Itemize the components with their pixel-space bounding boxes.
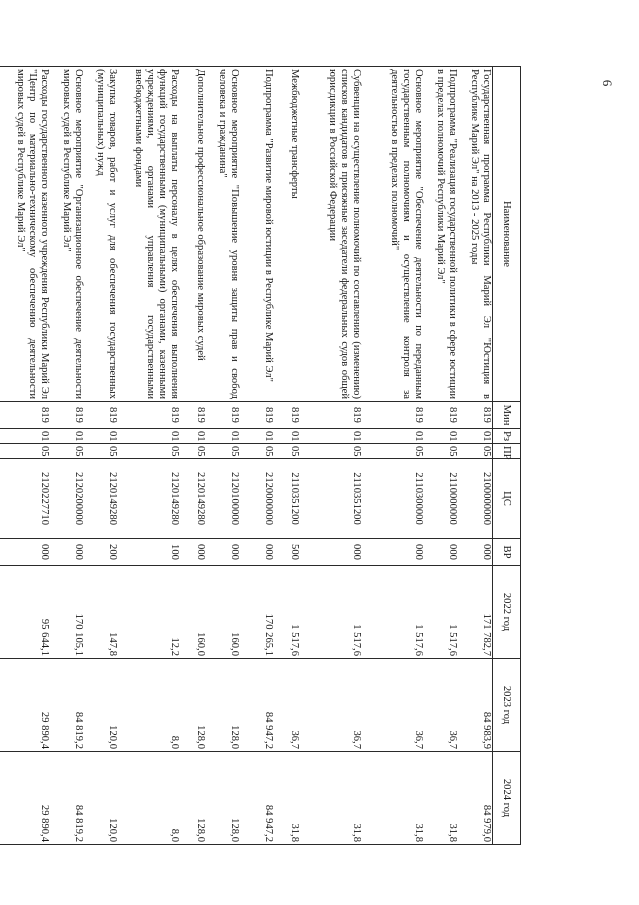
row-2022: 95 644,1 bbox=[0, 566, 50, 659]
row-rz: 01 bbox=[424, 429, 458, 444]
row-pr: 05 bbox=[300, 444, 362, 459]
header-2023: 2023 год bbox=[493, 659, 521, 752]
row-name: Подпрограмма "Реализация государственной политики в сфере юстиции в пределах полномочий Республики Марий Эл" bbox=[424, 67, 458, 402]
row-pr: 05 bbox=[458, 444, 493, 459]
table-row bbox=[458, 67, 493, 845]
row-cs: 2110300000 bbox=[362, 459, 424, 539]
row-2024: 128,0 bbox=[180, 752, 206, 845]
header-name: Наименование bbox=[493, 67, 521, 402]
row-pr: 05 bbox=[84, 444, 118, 459]
header-vr: ВР bbox=[493, 539, 521, 566]
table-row bbox=[362, 67, 424, 845]
row-2023: 36,7 bbox=[300, 659, 362, 752]
row-pr: 05 bbox=[118, 444, 180, 459]
table-row bbox=[206, 67, 240, 845]
row-name: Основное мероприятие "Организационное обеспечение деятельности мировых судей в Республике Марий Эл" bbox=[50, 67, 84, 402]
table-row bbox=[180, 67, 206, 845]
row-min: 819 bbox=[118, 402, 180, 429]
row-cs: 2110351200 bbox=[274, 459, 300, 539]
row-name: Подпрограмма "Развитие мировой юстиции в Республике Марий Эл" bbox=[240, 67, 274, 402]
row-2023: 120,0 bbox=[84, 659, 118, 752]
row-name: Закупка товаров, работ и услуг для обеспечения государственных (муниципальных) нужд bbox=[84, 67, 118, 402]
row-cs: 2120149280 bbox=[180, 459, 206, 539]
row-2024: 128,0 bbox=[206, 752, 240, 845]
header-rz: Рз bbox=[493, 429, 521, 444]
row-2022: 160,0 bbox=[206, 566, 240, 659]
table-row bbox=[424, 67, 458, 845]
row-vr: 100 bbox=[118, 539, 180, 566]
table-row bbox=[118, 67, 180, 845]
row-2022: 1 517,6 bbox=[300, 566, 362, 659]
row-2024: 84 819,2 bbox=[50, 752, 84, 845]
row-rz: 01 bbox=[300, 429, 362, 444]
row-vr: 000 bbox=[240, 539, 274, 566]
row-2022: 1 517,6 bbox=[274, 566, 300, 659]
row-pr: 05 bbox=[362, 444, 424, 459]
row-cs: 2110000000 bbox=[424, 459, 458, 539]
row-2024: 31,8 bbox=[274, 752, 300, 845]
row-vr: 000 bbox=[50, 539, 84, 566]
row-2022: 1 517,6 bbox=[424, 566, 458, 659]
row-min: 819 bbox=[458, 402, 493, 429]
row-rz: 01 bbox=[180, 429, 206, 444]
row-pr: 05 bbox=[206, 444, 240, 459]
row-min: 819 bbox=[84, 402, 118, 429]
header-2024: 2024 год bbox=[493, 752, 521, 845]
row-name: Расходы на выплаты персоналу в целях обеспечения выполнения функций государственными (муниципальными) органами, казенными учреждениями, органами управления государственными внебюджетными фондами bbox=[118, 67, 180, 402]
row-2024: 8,0 bbox=[118, 752, 180, 845]
row-vr: 000 bbox=[362, 539, 424, 566]
row-2024: 120,0 bbox=[84, 752, 118, 845]
header-2022: 2022 год bbox=[493, 566, 521, 659]
row-2024: 31,8 bbox=[362, 752, 424, 845]
row-min: 819 bbox=[362, 402, 424, 429]
row-min: 819 bbox=[424, 402, 458, 429]
row-vr: 000 bbox=[180, 539, 206, 566]
row-2024: 31,8 bbox=[424, 752, 458, 845]
row-vr: 000 bbox=[458, 539, 493, 566]
row-cs: 2120100000 bbox=[206, 459, 240, 539]
row-rz: 01 bbox=[274, 429, 300, 444]
row-pr: 05 bbox=[240, 444, 274, 459]
row-pr: 05 bbox=[424, 444, 458, 459]
table-header bbox=[493, 67, 521, 845]
header-cs: ЦС bbox=[493, 459, 521, 539]
table-row bbox=[84, 67, 118, 845]
table-row bbox=[0, 67, 50, 845]
row-min: 819 bbox=[206, 402, 240, 429]
row-2022: 1 517,6 bbox=[362, 566, 424, 659]
row-2023: 84 819,2 bbox=[50, 659, 84, 752]
row-vr: 000 bbox=[206, 539, 240, 566]
row-vr: 000 bbox=[0, 539, 50, 566]
row-min: 819 bbox=[0, 402, 50, 429]
budget-table-rotated bbox=[15, 66, 521, 844]
row-name: Расходы государственного казенного учреждения Республики Марий Эл "Центр по материально-техническому обеспечению деятельности мировых судей в Республике Марий Эл" bbox=[0, 67, 50, 402]
header-pr: ПР bbox=[493, 444, 521, 459]
row-2023: 36,7 bbox=[424, 659, 458, 752]
row-pr: 05 bbox=[180, 444, 206, 459]
row-rz: 01 bbox=[206, 429, 240, 444]
row-rz: 01 bbox=[240, 429, 274, 444]
row-2022: 171 782,7 bbox=[458, 566, 493, 659]
row-2023: 8,0 bbox=[118, 659, 180, 752]
row-min: 819 bbox=[300, 402, 362, 429]
row-cs: 2120149280 bbox=[118, 459, 180, 539]
row-min: 819 bbox=[50, 402, 84, 429]
row-2022: 160,0 bbox=[180, 566, 206, 659]
row-rz: 01 bbox=[0, 429, 50, 444]
row-cs: 2100000000 bbox=[458, 459, 493, 539]
row-rz: 01 bbox=[84, 429, 118, 444]
row-2022: 12,2 bbox=[118, 566, 180, 659]
row-2024: 84 947,2 bbox=[240, 752, 274, 845]
row-2022: 170 265,1 bbox=[240, 566, 274, 659]
row-2023: 128,0 bbox=[206, 659, 240, 752]
row-rz: 01 bbox=[458, 429, 493, 444]
row-min: 819 bbox=[180, 402, 206, 429]
table-row bbox=[274, 67, 300, 845]
row-name: Основное мероприятие "Повышение уровня защиты прав и свобод человека и гражданина" bbox=[206, 67, 240, 402]
row-vr: 200 bbox=[84, 539, 118, 566]
row-2023: 128,0 bbox=[180, 659, 206, 752]
header-min: Мин bbox=[493, 402, 521, 429]
row-name: Государственная программа Республики Марий Эл "Юстиция в Республике Марий Эл" на 2013 - 2025 годы bbox=[458, 67, 493, 402]
row-cs: 2110351200 bbox=[300, 459, 362, 539]
budget-table bbox=[0, 66, 521, 845]
page-number: 6 bbox=[600, 79, 615, 87]
row-pr: 05 bbox=[274, 444, 300, 459]
row-pr: 05 bbox=[50, 444, 84, 459]
row-2023: 84 983,9 bbox=[458, 659, 493, 752]
row-2024: 31,8 bbox=[300, 752, 362, 845]
row-2023: 36,7 bbox=[362, 659, 424, 752]
row-2024: 84 979,0 bbox=[458, 752, 493, 845]
row-rz: 01 bbox=[118, 429, 180, 444]
table-row bbox=[240, 67, 274, 845]
table-body bbox=[0, 67, 493, 845]
row-name: Субвенции на осуществление полномочий по составлению (изменению) списков кандидатов в присяжные заседатели федеральных судов общей юрисдикции в Российской Федерации bbox=[300, 67, 362, 402]
row-2023: 29 890,4 bbox=[0, 659, 50, 752]
row-vr: 000 bbox=[300, 539, 362, 566]
row-rz: 01 bbox=[50, 429, 84, 444]
row-cs: 2120200000 bbox=[50, 459, 84, 539]
row-name: Основное мероприятие "Обеспечение деятельности по переданным государственным полномочиям и осуществление контроля за деятельностью в пределах полномочий" bbox=[362, 67, 424, 402]
table-row bbox=[50, 67, 84, 845]
table-row bbox=[300, 67, 362, 845]
row-vr: 500 bbox=[274, 539, 300, 566]
row-name: Межбюджетные трансферты bbox=[274, 67, 300, 402]
row-cs: 2120149280 bbox=[84, 459, 118, 539]
row-min: 819 bbox=[240, 402, 274, 429]
row-2022: 147,8 bbox=[84, 566, 118, 659]
row-cs: 2120000000 bbox=[240, 459, 274, 539]
row-rz: 01 bbox=[362, 429, 424, 444]
row-min: 819 bbox=[274, 402, 300, 429]
row-2024: 29 890,4 bbox=[0, 752, 50, 845]
row-name: Дополнительное профессиональное образование мировых судей bbox=[180, 67, 206, 402]
row-2022: 170 105,1 bbox=[50, 566, 84, 659]
row-2023: 36,7 bbox=[274, 659, 300, 752]
row-pr: 05 bbox=[0, 444, 50, 459]
row-cs: 2120227710 bbox=[0, 459, 50, 539]
row-2023: 84 947,2 bbox=[240, 659, 274, 752]
row-vr: 000 bbox=[424, 539, 458, 566]
